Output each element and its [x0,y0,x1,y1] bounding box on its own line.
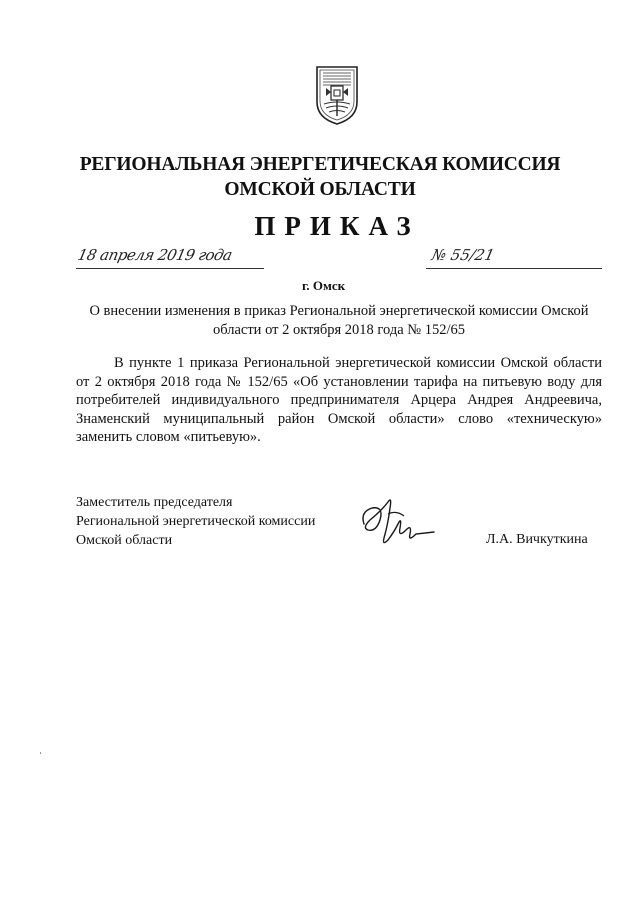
scan-speck [40,752,41,754]
organization-name: РЕГИОНАЛЬНАЯ ЭНЕРГЕТИЧЕСКАЯ КОМИССИЯ [79,154,561,175]
handwritten-date: 18 апреля 2019 года [76,246,234,264]
number-underline [426,268,602,269]
city-label: г. Омск [302,278,346,293]
date-underline [76,268,264,269]
organization-region: ОМСКОЙ ОБЛАСТИ [224,179,416,200]
signatory-position-line: Омской области [76,532,173,548]
signatory-position-line: Заместитель председателя [76,495,233,510]
coat-of-arms-icon [314,64,360,126]
order-body-paragraph: В пункте 1 приказа Региональной энергетической комиссии Омской области от 2 октября 2018 года № 152/65 «Об установлении тарифа на питьевую воду для потребителей индивидуального предпринимателя Арцера Андрея Андреевича, Знаменский муниципальный район Омской области» слово «техническую» заменить словом «питьевую». [76,355,602,446]
signatory-name: Л.А. Вичкуткина [486,532,588,547]
document-type-title: ПРИКАЗ [254,211,420,241]
signature-icon [358,494,438,550]
order-subject: О внесении изменения в приказ Региональной энергетической комиссии Омской области от 2 октября 2018 года № 152/65 [89,303,589,338]
handwritten-number: № 55/21 [430,246,497,264]
signatory-position-line: Региональной энергетической комиссии [76,513,316,529]
signatory-position [76,494,376,550]
